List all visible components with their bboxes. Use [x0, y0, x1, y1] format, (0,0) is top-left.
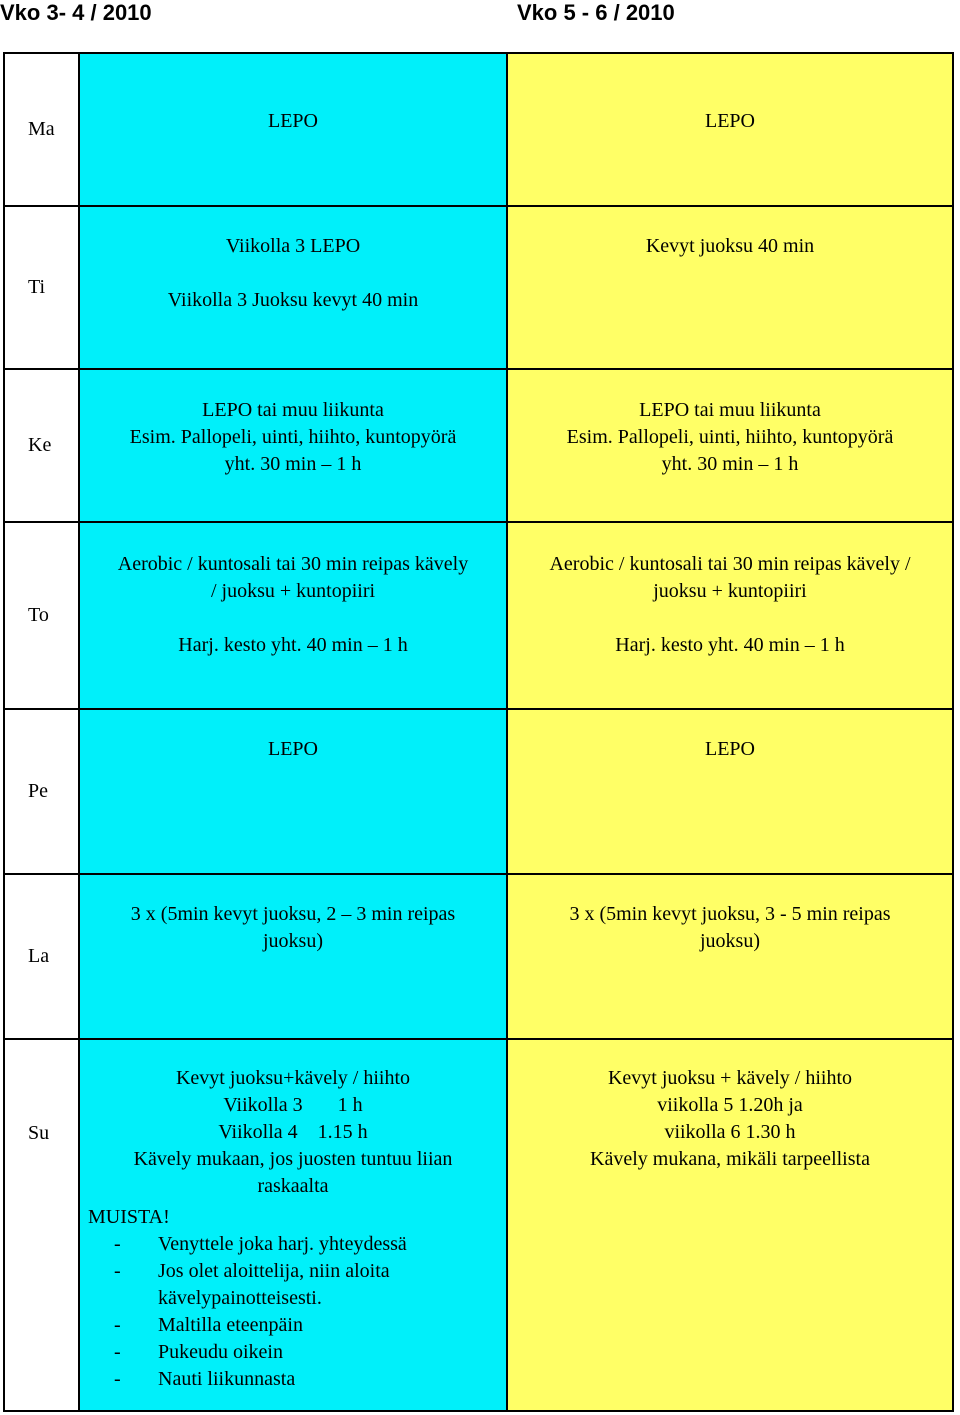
day-label: Ti: [28, 276, 46, 298]
cell-line: LEPO: [705, 110, 755, 132]
day-cell: [4, 369, 79, 522]
day-label: La: [28, 945, 50, 967]
week34-cell: [79, 206, 507, 369]
cell-line: Viikolla 3 1 h: [223, 1094, 363, 1116]
cell-line: viikolla 6 1.30 h: [664, 1121, 796, 1143]
day-cell: [4, 53, 79, 206]
cell-line: juoksu): [263, 930, 323, 952]
cell-line: LEPO tai muu liikunta: [639, 399, 821, 421]
cell-line: LEPO tai muu liikunta: [202, 399, 384, 421]
week56-cell: [507, 53, 953, 206]
cell-line: raskaalta: [257, 1175, 329, 1197]
row-ti: [4, 206, 953, 369]
week56-cell: [507, 1039, 953, 1411]
day-cell: [4, 1039, 79, 1411]
row-to: [4, 522, 953, 709]
training-schedule-table: [3, 52, 954, 1412]
cell-line: Viikolla 3 Juoksu kevyt 40 min: [167, 289, 419, 311]
cell-line: LEPO: [268, 738, 318, 760]
week34-cell: [79, 874, 507, 1039]
cell-line: juoksu): [700, 930, 760, 952]
cell-line: yht. 30 min – 1 h: [224, 453, 362, 475]
cell-line: Kevyt juoksu+kävely / hiihto: [175, 1067, 411, 1089]
day-cell: [4, 522, 79, 709]
cell-line: 3 x (5min kevyt juoksu, 3 - 5 min reipas: [569, 903, 891, 925]
cell-line: Kevyt juoksu + kävely / hiihto: [607, 1067, 853, 1089]
cell-line: viikolla 5 1.20h ja: [657, 1094, 803, 1116]
cell-line: LEPO: [268, 110, 318, 132]
week56-cell: [507, 709, 953, 874]
row-pe: [4, 709, 953, 874]
cell-line: Harj. kesto yht. 40 min – 1 h: [615, 634, 845, 656]
week56-cell: [507, 522, 953, 709]
cell-line: LEPO: [705, 738, 755, 760]
day-label: Pe: [28, 780, 48, 802]
week34-cell: [79, 369, 507, 522]
cell-line: Kävely mukana, mikäli tarpeellista: [590, 1148, 870, 1170]
cell-line: Kävely mukaan, jos juosten tuntuu liian: [133, 1148, 453, 1170]
cell-line: Viikolla 4 1.15 h: [218, 1121, 368, 1143]
header-weeks-5-6: Vko 5 - 6 / 2010: [517, 0, 675, 25]
reminder-item: - Pukeudu oikein: [114, 1339, 506, 1366]
week56-cell: [507, 369, 953, 522]
cell-line: Aerobic / kuntosali tai 30 min reipas kävely: [117, 553, 469, 575]
day-cell: [4, 709, 79, 874]
cell-line: yht. 30 min – 1 h: [661, 453, 799, 475]
row-ma: [4, 53, 953, 206]
reminder-list: [80, 1231, 506, 1393]
week56-cell: [507, 206, 953, 369]
day-label: Ma: [28, 118, 55, 140]
header-weeks-3-4: Vko 3- 4 / 2010: [0, 0, 152, 25]
cell-line: Viikolla 3 LEPO: [225, 235, 361, 257]
week34-cell: [79, 709, 507, 874]
cell-line: Kevyt juoksu 40 min: [645, 235, 815, 257]
week34-cell: [79, 1039, 507, 1411]
cell-line: / juoksu + kuntopiiri: [210, 580, 376, 602]
week34-cell: [79, 522, 507, 709]
cell-line: juoksu + kuntopiiri: [653, 580, 807, 602]
reminder-item: - Venyttele joka harj. yhteydessä: [114, 1231, 506, 1258]
row-ke: [4, 369, 953, 522]
day-cell: [4, 874, 79, 1039]
reminder-item-continuation: kävelypainotteisesti.: [158, 1287, 322, 1309]
reminder-item: - Maltilla eteenpäin: [114, 1312, 506, 1339]
week56-cell: [507, 874, 953, 1039]
day-cell: [4, 206, 79, 369]
reminder-item: - Nauti liikunnasta: [114, 1366, 506, 1393]
day-label: Su: [28, 1122, 50, 1144]
row-su: [4, 1039, 953, 1411]
day-label: Ke: [28, 434, 52, 456]
row-la: [4, 874, 953, 1039]
cell-line: Esim. Pallopeli, uinti, hiihto, kuntopyörä: [129, 426, 457, 448]
cell-line: Harj. kesto yht. 40 min – 1 h: [178, 634, 408, 656]
day-label: To: [28, 604, 49, 626]
week34-cell: [79, 53, 507, 206]
cell-line: 3 x (5min kevyt juoksu, 2 – 3 min reipas: [130, 903, 456, 925]
reminder-item: - Jos olet aloittelija, niin aloita: [114, 1258, 506, 1285]
cell-line: Esim. Pallopeli, uinti, hiihto, kuntopyörä: [566, 426, 894, 448]
cell-line: Aerobic / kuntosali tai 30 min reipas kävely /: [549, 553, 911, 575]
reminder-title: MUISTA!: [88, 1206, 170, 1228]
